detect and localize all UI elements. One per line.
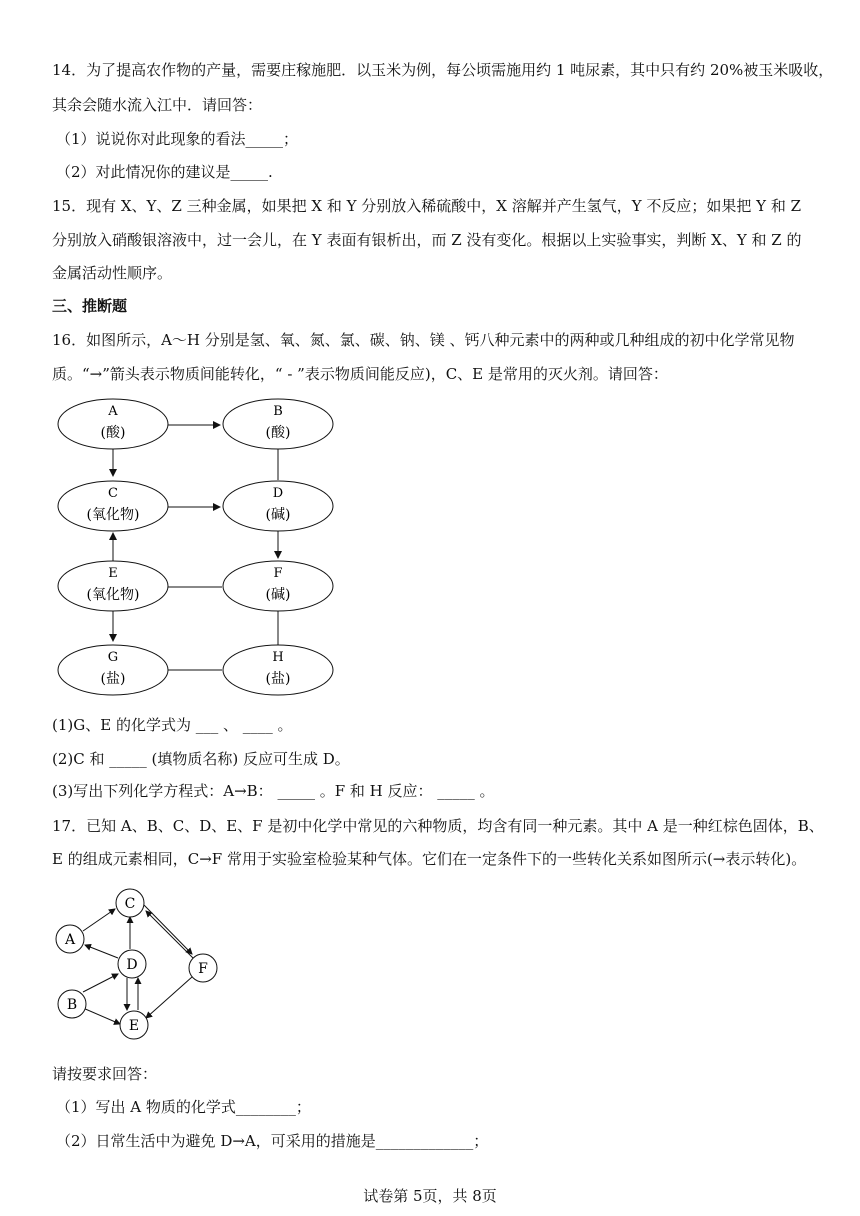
q16-line1: 16．如图所示，A～H 分别是氢、氧、氮、氯、碳、钠、镁 、钙八种元素中的两种或几种组成的初中化学常见物	[52, 331, 795, 349]
node17-a-label: A	[64, 932, 76, 948]
node-g-type: (盐)	[100, 671, 126, 687]
edge17-f-e	[146, 977, 192, 1018]
node17-c-label: C	[124, 896, 136, 912]
section-title: 三、推断题	[52, 297, 128, 315]
q16-line2: 质。“→”箭头表示物质间能转化，“ - ”表示物质间能反应)，C、E 是常用的灭火剂。请回答：	[52, 365, 668, 383]
node17-e-label: E	[128, 1018, 140, 1034]
node-h-id: H	[272, 650, 284, 665]
node-b-id: B	[273, 404, 283, 419]
node-c-type: (氧化物)	[86, 507, 140, 523]
node-g	[58, 645, 168, 695]
node17-a	[56, 925, 84, 953]
edge17-b-e	[83, 1008, 120, 1024]
edge17-c-f	[144, 905, 192, 954]
node-a-type: (酸)	[100, 425, 126, 441]
node-h	[223, 645, 333, 695]
q17-line1: 17．已知 A、B、C、D、E、F 是初中化学中常见的六种物质，均含有同一种元素。其中 A 是一种红棕色固体，B、	[52, 817, 824, 835]
node17-b	[58, 990, 86, 1018]
node17-c	[116, 889, 144, 917]
edge17-a-c	[83, 909, 115, 931]
page-footer: 试卷第 5页，共 8页	[363, 1187, 497, 1205]
q16-sub2: (2)C 和 _____ (填物质名称) 反应可生成 D。	[52, 750, 350, 768]
q14-sub1: （1）说说你对此现象的看法_____；	[56, 130, 299, 148]
node-d	[223, 481, 333, 531]
node-b	[223, 399, 333, 449]
q17-sub1: （1）写出 A 物质的化学式________；	[56, 1098, 311, 1116]
node-e-id: E	[108, 566, 118, 581]
q17-sub2: （2）日常生活中为避免 D→A，可采用的措施是_____________；	[56, 1132, 489, 1150]
edge17-d-a	[85, 945, 118, 958]
node-e-type: (氧化物)	[86, 587, 140, 603]
node-c-id: C	[108, 486, 118, 501]
node-h-type: (盐)	[265, 671, 291, 687]
node17-e	[120, 1011, 148, 1039]
node-f-type: (碱)	[265, 587, 291, 603]
node-a-id: A	[108, 404, 118, 419]
node-g-id: G	[107, 650, 119, 665]
node-f-id: F	[273, 566, 283, 581]
q16-sub3: (3)写出下列化学方程式：A→B： _____ 。F 和 H 反应： _____ 。	[52, 782, 495, 800]
q17-line2: E 的组成元素相同，C→F 常用于实验室检验某种气体。它们在一定条件下的一些转化关系如图所示(→表示转化)。	[52, 850, 807, 868]
node-d-type: (碱)	[265, 507, 291, 523]
q17-diagram	[52, 882, 232, 1042]
q16-diagram	[52, 396, 362, 704]
node-d-id: D	[272, 486, 284, 501]
q14-sub2: （2）对此情况你的建议是_____.	[56, 163, 273, 181]
node-f	[223, 561, 333, 611]
edge17-f-c	[146, 911, 195, 960]
edge17-b-d	[83, 974, 118, 992]
q14-line2: 其余会随水流入江中．请回答：	[52, 96, 263, 114]
q15-line2: 分别放入硝酸银溶液中，过一会儿，在 Y 表面有银析出，而 Z 没有变化。根据以上实验事实，判断 X、Y 和 Z 的	[52, 231, 802, 249]
node17-d	[118, 950, 146, 978]
node17-f-label: F	[198, 961, 208, 977]
q15-line3: 金属活动性顺序。	[52, 264, 173, 282]
q14-line1: 14．为了提高农作物的产量，需要庄稼施肥．以玉米为例，每公顷需施用约 1 吨尿素，其中只有约 20%被玉米吸收，	[52, 61, 834, 79]
q16-sub1: (1)G、E 的化学式为 ___ 、 ____ 。	[52, 716, 293, 734]
q17-prompt: 请按要求回答：	[52, 1065, 158, 1083]
node-e	[58, 561, 168, 611]
node17-d-label: D	[126, 957, 138, 973]
node-a	[58, 399, 168, 449]
node-c	[58, 481, 168, 531]
node-b-type: (酸)	[265, 425, 291, 441]
node17-b-label: B	[66, 997, 78, 1013]
node17-f	[189, 954, 217, 982]
q15-line1: 15．现有 X、Y、Z 三种金属，如果把 X 和 Y 分别放入稀硫酸中，X 溶解并产生氢气，Y 不反应；如果把 Y 和 Z	[52, 197, 802, 215]
